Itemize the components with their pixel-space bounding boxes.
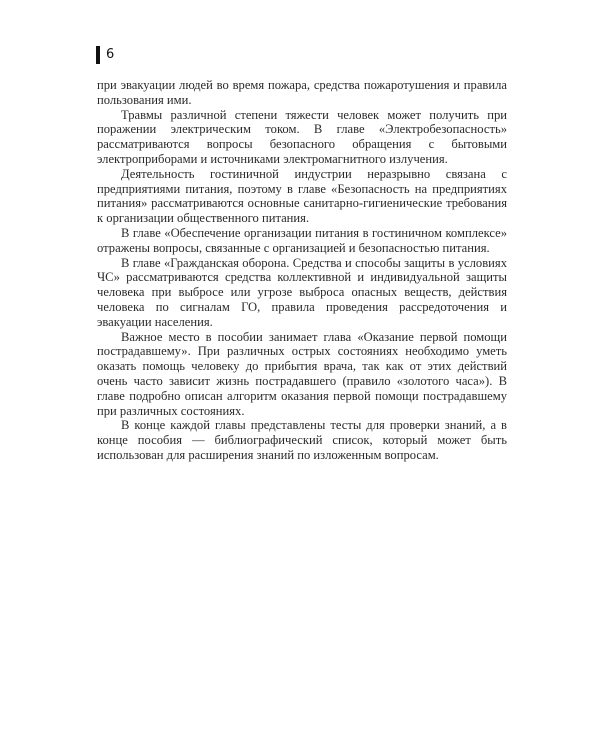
header-bar-decoration — [96, 46, 100, 64]
body-text — [97, 78, 507, 463]
paragraph-catering: В главе «Обеспечение организации питания в гостиничном комплексе» отражены вопросы, связанные с организацией и безопасностью питания. — [97, 225, 507, 255]
paragraph-food-safety: Деятельность гостиничной индустрии неразрывно связана с предприятиями питания, поэтому в главе «Безопасность на предприятиях питания» рассматриваются основные санитарно-гигиенические требования к организации общественного питания. — [97, 166, 507, 226]
paragraph-first-aid: Важное место в пособии занимает глава «Оказание первой помощи пострадавшему». При различных острых состояниях необходимо уметь оказать помощь человеку до прибытия врача, так как от этих действий очень часто зависит жизнь пострадавшего (правило «золотого часа»). В главе подробно описан алгоритм оказания первой помощи пострадавшему при различных состояниях. — [97, 329, 507, 418]
page-number: 6 — [106, 47, 115, 62]
paragraph-electrical-safety: Травмы различной степени тяжести человек может получить при поражении электрическим током. В главе «Электробезопасность» рассматриваются вопросы безопасного обращения с бытовыми электроприборами и источниками электромагнитного излучения. — [97, 107, 507, 166]
paragraph-continuation: при эвакуации людей во время пожара, средства пожаротушения и правила пользования ими. — [97, 78, 507, 107]
page-header — [96, 45, 114, 65]
paragraph-conclusion: В конце каждой главы представлены тесты для проверки знаний, а в конце пособия — библиографический список, который может быть использован для расширения знаний по изложенным вопросам. — [97, 418, 507, 462]
paragraph-civil-defense: В главе «Гражданская оборона. Средства и способы защиты в условиях ЧС» рассматриваются средства коллективной и индивидуальной защиты человека при выбросе или угрозе выброса опасных веществ, действия человека по сигналам ГО, правила проведения рассредоточения и эвакуации населения. — [97, 255, 507, 329]
